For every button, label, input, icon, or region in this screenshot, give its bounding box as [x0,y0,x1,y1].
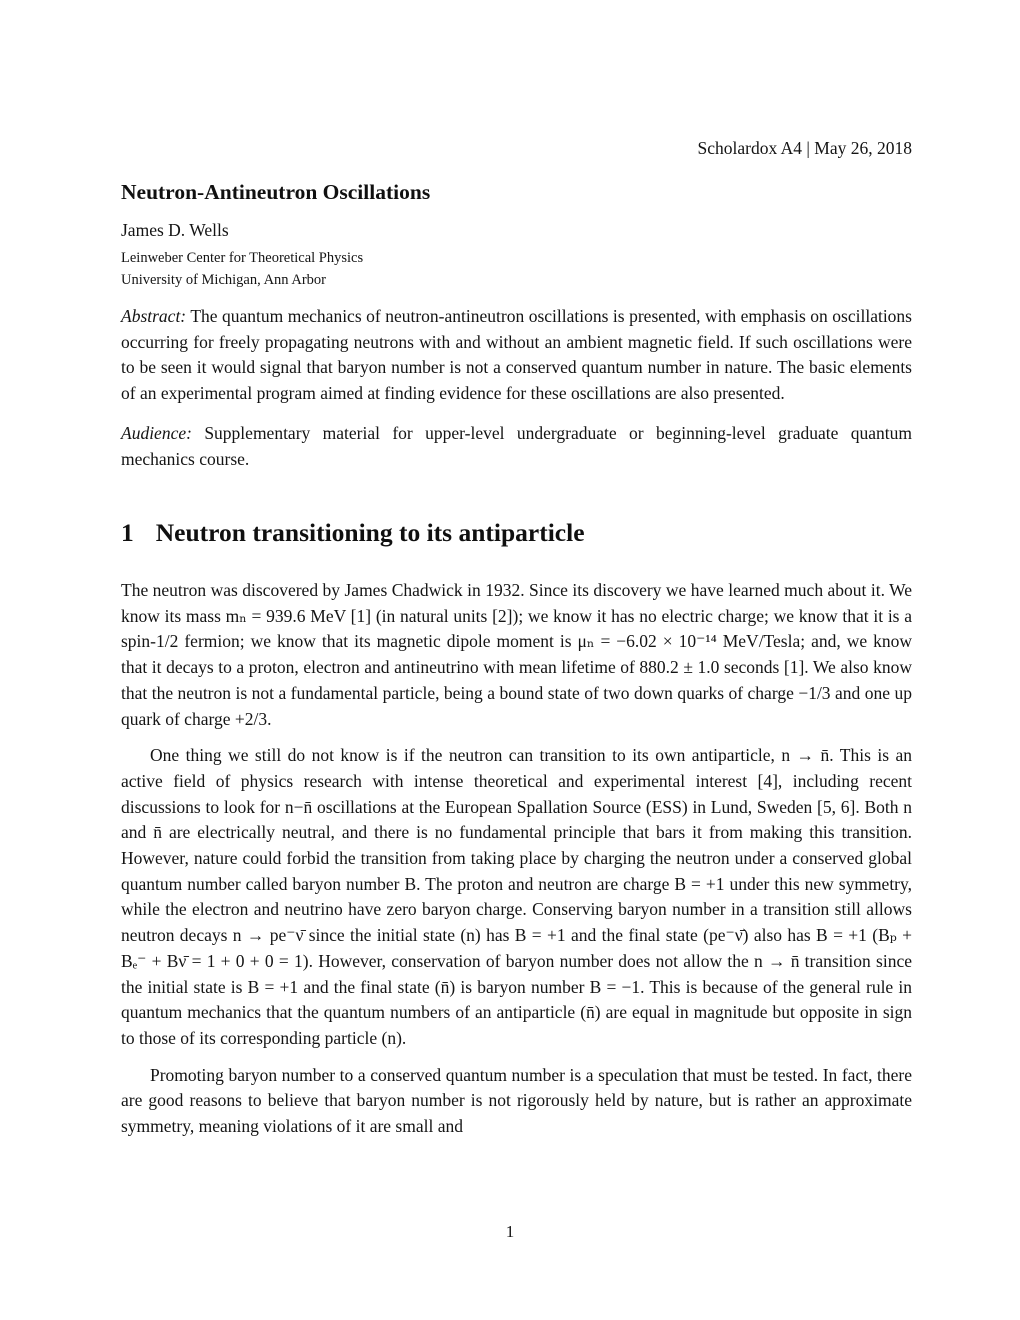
section-title: Neutron transitioning to its antiparticle [155,518,585,547]
abstract-text: The quantum mechanics of neutron-antineutron oscillations is presented, with emphasis on oscillations occurring for freely propagating neutrons with and without an ambient magnetic field. If such oscillations were to be seen it would signal that baryon number is not a conserved quantum number in nature. The basic elements of an experimental program aimed at finding evidence for these oscillations are also presented. [121,306,912,403]
body-paragraph-3: Promoting baryon number to a conserved quantum number is a speculation that must be tested. In fact, there are good reasons to believe that baryon number is not rigorously held by nature, but is rather an approximate symmetry, meaning violations of it are small and [121,1064,912,1137]
audience-text: Supplementary material for upper-level undergraduate or beginning-level graduate quantum mechanics course. [121,423,913,469]
body-paragraph-1: The neutron was discovered by James Chadwick in 1932. Since its discovery we have learned much about it. We know its mass mₙ = 939.6 MeV [1] (in natural units [2]); we know it has no electric charge; we know that it is a spin-1/2 fermion; we know that its magnetic dipole moment is μₙ = −6.02 × 10⁻¹⁴ MeV/Tesla; and, we know that it decays to a proton, electron and antineutrino with mean lifetime of 880.2 ± 1.0 seconds [1]. We also know that the neutron is not a fundamental particle, being a bound state of two down quarks of charge −1/3 and one up quark of charge +2/3. [121,580,912,729]
section-number: 1 [121,518,134,547]
audience-label: Audience: [121,423,192,443]
abstract-label: Abstract: [121,306,187,326]
audience-paragraph [121,421,912,472]
author-affiliation-center: Leinweber Center for Theoretical Physics [121,250,364,266]
section-heading [121,518,912,548]
body-paragraph-2: One thing we still do not know is if the neutron can transition to its own antiparticle, n → n̄. This is an active field of physics research with intense theoretical and experimental interest [4], including recent discussions to look for n−n̄ oscillations at the European Spallation Source (ESS) in Lund, Sweden [5, 6]. Both n and n̄ are electrically neutral, and there is no fundamental principle that bars it from making this transition. However, nature could forbid the transition from taking place by charging the neutron under a conserved global quantum number called baryon number B. The proton and neutron are charge B = +1 under this new symmetry, while the electron and neutrino have zero baryon charge. Conserving baryon number in a transition still allows neutron decays n → pe⁻ν̄ since the initial state (n) has B = +1 and the final state (pe⁻ν̄) also has B = +1 (Bₚ + Bₑ⁻ + Bν̄ = 1 + 0 + 0 = 1). However, conservation of baryon number does not allow the n → n̄ transition since the initial state is B = +1 and the final state (n̄) is baryon number B = −1. This is because of the general rule in quantum mechanics that the quantum numbers of an antiparticle (n̄) are equal in magnitude but opposite in sign to those of its corresponding particle (n). [121,745,912,1048]
journal-dateline: Scholardox A4 | May 26, 2018 [697,138,912,158]
page-number: 1 [505,1222,515,1241]
paper-title: Neutron-Antineutron Oscillations [121,180,431,204]
author-affiliation-university: University of Michigan, Ann Arbor [121,272,326,288]
author-name: James D. Wells [121,220,229,240]
page-content-column [121,0,912,1140]
abstract-paragraph [121,304,912,406]
